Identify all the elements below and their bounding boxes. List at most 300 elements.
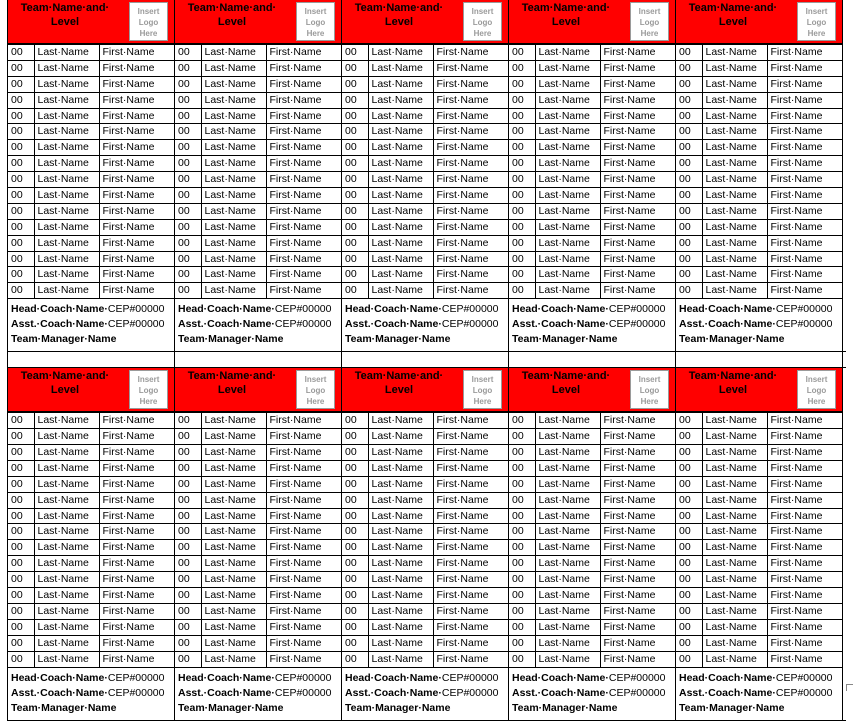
- player-number: 00: [342, 60, 368, 76]
- team-header: [509, 0, 675, 44]
- player-last-name: Last·Name: [201, 508, 266, 524]
- player-first-name: First·Name: [767, 413, 842, 429]
- logo-text: Insert: [304, 7, 327, 16]
- asst-coach-line: [679, 317, 842, 332]
- player-number: 00: [676, 156, 702, 172]
- table-row: [676, 603, 842, 619]
- manager-line: [11, 332, 174, 347]
- head-coach-line: [679, 671, 842, 686]
- asst-coach-cep: CEP#00000: [107, 686, 165, 699]
- table-row: [342, 540, 508, 556]
- player-first-name: First·Name: [99, 651, 174, 667]
- manager-label: Team·Manager·Name: [11, 701, 117, 714]
- player-number: 00: [8, 619, 34, 635]
- asst-coach-line: [679, 686, 842, 701]
- player-first-name: First·Name: [266, 651, 341, 667]
- table-row: [175, 572, 341, 588]
- table-row: [509, 635, 675, 651]
- player-last-name: Last·Name: [368, 124, 433, 140]
- player-first-name: First·Name: [266, 108, 341, 124]
- player-first-name: First·Name: [433, 92, 508, 108]
- player-last-name: Last·Name: [702, 524, 767, 540]
- player-number: 00: [676, 572, 702, 588]
- player-last-name: Last·Name: [34, 540, 99, 556]
- player-number: 00: [8, 508, 34, 524]
- player-number: 00: [175, 556, 201, 572]
- table-row: [676, 413, 842, 429]
- player-number: 00: [175, 429, 201, 445]
- player-last-name: Last·Name: [535, 524, 600, 540]
- logo-text: Here: [473, 29, 492, 38]
- player-last-name: Last·Name: [702, 172, 767, 188]
- player-table: [676, 412, 842, 667]
- manager-label: Team·Manager·Name: [512, 701, 618, 714]
- team-card: [509, 368, 676, 719]
- table-row: [676, 219, 842, 235]
- table-row: [342, 219, 508, 235]
- player-first-name: First·Name: [99, 251, 174, 267]
- table-row: [676, 588, 842, 604]
- player-table: [175, 44, 341, 299]
- player-first-name: First·Name: [99, 283, 174, 299]
- logo-text: Insert: [137, 375, 160, 385]
- player-last-name: Last·Name: [702, 572, 767, 588]
- player-number: 00: [509, 556, 535, 572]
- player-first-name: First·Name: [266, 283, 341, 299]
- player-last-name: Last·Name: [201, 235, 266, 251]
- player-first-name: First·Name: [99, 492, 174, 508]
- player-table: [175, 412, 341, 667]
- table-row: [8, 124, 174, 140]
- player-last-name: Last·Name: [201, 603, 266, 619]
- player-last-name: Last·Name: [34, 92, 99, 108]
- player-last-name: Last·Name: [201, 556, 266, 572]
- player-first-name: First·Name: [767, 188, 842, 204]
- player-first-name: First·Name: [600, 619, 675, 635]
- player-number: 00: [676, 60, 702, 76]
- player-last-name: Last·Name: [702, 45, 767, 61]
- player-first-name: First·Name: [433, 603, 508, 619]
- table-row: [509, 603, 675, 619]
- player-number: 00: [175, 413, 201, 429]
- player-number: 00: [676, 188, 702, 204]
- table-row: [342, 60, 508, 76]
- logo-text: Here: [807, 397, 826, 407]
- table-row: [8, 540, 174, 556]
- player-first-name: First·Name: [433, 60, 508, 76]
- table-row: [342, 45, 508, 61]
- player-last-name: Last·Name: [535, 429, 600, 445]
- player-last-name: Last·Name: [34, 251, 99, 267]
- manager-label: Team·Manager·Name: [679, 333, 785, 346]
- player-number: 00: [676, 619, 702, 635]
- table-row: [676, 635, 842, 651]
- player-first-name: First·Name: [99, 460, 174, 476]
- player-last-name: Last·Name: [535, 124, 600, 140]
- table-row: [8, 219, 174, 235]
- player-number: 00: [8, 445, 34, 461]
- table-row: [175, 556, 341, 572]
- card-band: [7, 368, 846, 720]
- player-number: 00: [8, 172, 34, 188]
- player-first-name: First·Name: [433, 188, 508, 204]
- player-last-name: Last·Name: [535, 476, 600, 492]
- player-table: [676, 44, 842, 299]
- player-last-name: Last·Name: [201, 219, 266, 235]
- table-row: [342, 235, 508, 251]
- table-row: [342, 492, 508, 508]
- player-number: 00: [509, 540, 535, 556]
- table-row: [8, 476, 174, 492]
- player-number: 00: [509, 524, 535, 540]
- player-first-name: First·Name: [99, 588, 174, 604]
- table-row: [8, 235, 174, 251]
- player-first-name: First·Name: [266, 445, 341, 461]
- table-row: [342, 203, 508, 219]
- head-coach-label: Head·Coach·Name·: [679, 303, 776, 316]
- head-coach-line: [512, 302, 675, 317]
- player-last-name: Last·Name: [368, 524, 433, 540]
- player-last-name: Last·Name: [702, 124, 767, 140]
- player-last-name: Last·Name: [702, 540, 767, 556]
- player-first-name: First·Name: [433, 140, 508, 156]
- player-number: 00: [175, 492, 201, 508]
- asst-coach-line: [178, 686, 341, 701]
- player-number: 00: [676, 556, 702, 572]
- table-row: [509, 508, 675, 524]
- player-number: 00: [8, 413, 34, 429]
- player-last-name: Last·Name: [201, 92, 266, 108]
- player-first-name: First·Name: [767, 60, 842, 76]
- player-first-name: First·Name: [433, 588, 508, 604]
- team-header: [175, 0, 341, 44]
- table-row: [8, 188, 174, 204]
- table-row: [175, 603, 341, 619]
- player-last-name: Last·Name: [702, 492, 767, 508]
- table-row: [342, 603, 508, 619]
- player-first-name: First·Name: [99, 172, 174, 188]
- player-first-name: First·Name: [99, 429, 174, 445]
- logo-placeholder: [797, 2, 836, 41]
- player-first-name: First·Name: [600, 524, 675, 540]
- player-number: 00: [8, 429, 34, 445]
- player-number: 00: [342, 251, 368, 267]
- player-last-name: Last·Name: [201, 156, 266, 172]
- player-first-name: First·Name: [767, 651, 842, 667]
- player-first-name: First·Name: [600, 267, 675, 283]
- asst-coach-line: [11, 686, 174, 701]
- player-number: 00: [342, 588, 368, 604]
- player-number: 00: [8, 603, 34, 619]
- player-last-name: Last·Name: [368, 508, 433, 524]
- logo-placeholder: [129, 370, 168, 409]
- player-first-name: First·Name: [600, 124, 675, 140]
- player-last-name: Last·Name: [368, 140, 433, 156]
- player-number: 00: [175, 235, 201, 251]
- player-number: 00: [342, 429, 368, 445]
- table-row: [342, 140, 508, 156]
- player-last-name: Last·Name: [34, 156, 99, 172]
- player-first-name: First·Name: [767, 92, 842, 108]
- table-row: [509, 524, 675, 540]
- logo-text: Here: [640, 29, 659, 38]
- page-corner-mark: [846, 684, 853, 691]
- player-first-name: First·Name: [600, 540, 675, 556]
- table-row: [175, 651, 341, 667]
- player-number: 00: [175, 619, 201, 635]
- player-last-name: Last·Name: [34, 619, 99, 635]
- head-coach-label: Head·Coach·Name·: [345, 303, 442, 316]
- table-row: [342, 283, 508, 299]
- logo-text: Here: [306, 29, 325, 38]
- player-last-name: Last·Name: [368, 45, 433, 61]
- logo-placeholder: [630, 370, 669, 409]
- player-number: 00: [342, 235, 368, 251]
- team-card: [175, 368, 342, 719]
- player-number: 00: [8, 635, 34, 651]
- table-row: [8, 283, 174, 299]
- table-row: [175, 588, 341, 604]
- player-number: 00: [8, 588, 34, 604]
- player-first-name: First·Name: [433, 445, 508, 461]
- player-first-name: First·Name: [266, 172, 341, 188]
- table-row: [342, 619, 508, 635]
- asst-coach-cep: CEP#00000: [775, 686, 833, 699]
- player-last-name: Last·Name: [535, 556, 600, 572]
- player-first-name: First·Name: [767, 429, 842, 445]
- player-number: 00: [342, 445, 368, 461]
- logo-text: Here: [139, 397, 158, 407]
- player-last-name: Last·Name: [201, 445, 266, 461]
- table-row: [175, 508, 341, 524]
- player-first-name: First·Name: [767, 76, 842, 92]
- player-first-name: First·Name: [767, 476, 842, 492]
- table-row: [342, 508, 508, 524]
- table-row: [509, 283, 675, 299]
- player-last-name: Last·Name: [535, 492, 600, 508]
- player-first-name: First·Name: [99, 508, 174, 524]
- player-last-name: Last·Name: [368, 572, 433, 588]
- player-first-name: First·Name: [266, 588, 341, 604]
- table-row: [175, 460, 341, 476]
- player-number: 00: [676, 635, 702, 651]
- player-last-name: Last·Name: [201, 188, 266, 204]
- table-row: [175, 108, 341, 124]
- staff-block: [175, 299, 341, 351]
- table-row: [8, 588, 174, 604]
- manager-label: Team·Manager·Name: [679, 701, 785, 714]
- player-last-name: Last·Name: [368, 267, 433, 283]
- head-coach-cep: CEP#00000: [274, 303, 332, 316]
- player-number: 00: [676, 235, 702, 251]
- player-number: 00: [342, 219, 368, 235]
- table-row: [509, 60, 675, 76]
- staff-block: [342, 668, 508, 720]
- player-number: 00: [509, 460, 535, 476]
- player-last-name: Last·Name: [535, 619, 600, 635]
- staff-block: [342, 299, 508, 351]
- head-coach-cep: CEP#00000: [775, 671, 833, 684]
- player-last-name: Last·Name: [702, 156, 767, 172]
- player-table: [8, 44, 174, 299]
- manager-label: Team·Manager·Name: [345, 333, 451, 346]
- player-last-name: Last·Name: [201, 203, 266, 219]
- player-last-name: Last·Name: [34, 124, 99, 140]
- player-last-name: Last·Name: [535, 156, 600, 172]
- head-coach-cep: CEP#00000: [107, 303, 165, 316]
- player-number: 00: [175, 76, 201, 92]
- player-last-name: Last·Name: [535, 45, 600, 61]
- player-number: 00: [175, 108, 201, 124]
- player-first-name: First·Name: [433, 556, 508, 572]
- player-number: 00: [509, 492, 535, 508]
- player-number: 00: [175, 445, 201, 461]
- staff-block: [676, 668, 842, 720]
- table-row: [8, 92, 174, 108]
- table-row: [8, 492, 174, 508]
- table-row: [175, 60, 341, 76]
- table-row: [509, 492, 675, 508]
- player-number: 00: [342, 556, 368, 572]
- player-number: 00: [509, 124, 535, 140]
- player-number: 00: [8, 524, 34, 540]
- table-row: [509, 429, 675, 445]
- player-first-name: First·Name: [99, 445, 174, 461]
- logo-text: Logo: [472, 18, 493, 27]
- table-row: [342, 445, 508, 461]
- player-first-name: First·Name: [767, 45, 842, 61]
- player-number: 00: [8, 124, 34, 140]
- player-number: 00: [676, 524, 702, 540]
- team-card: [342, 0, 509, 351]
- table-row: [509, 413, 675, 429]
- player-number: 00: [175, 172, 201, 188]
- player-number: 00: [175, 45, 201, 61]
- logo-text: Here: [807, 29, 826, 38]
- player-last-name: Last·Name: [535, 572, 600, 588]
- player-last-name: Last·Name: [34, 524, 99, 540]
- player-first-name: First·Name: [99, 92, 174, 108]
- player-number: 00: [8, 188, 34, 204]
- player-number: 00: [8, 140, 34, 156]
- player-number: 00: [509, 251, 535, 267]
- logo-text: Here: [139, 29, 158, 38]
- player-first-name: First·Name: [600, 492, 675, 508]
- player-first-name: First·Name: [767, 108, 842, 124]
- player-number: 00: [342, 651, 368, 667]
- table-row: [342, 572, 508, 588]
- player-number: 00: [175, 124, 201, 140]
- player-last-name: Last·Name: [702, 635, 767, 651]
- manager-line: [512, 332, 675, 347]
- player-number: 00: [509, 235, 535, 251]
- logo-text: Insert: [471, 375, 494, 385]
- head-coach-label: Head·Coach·Name·: [178, 303, 275, 316]
- asst-coach-label: Asst.·Coach·Name·: [178, 686, 275, 699]
- player-number: 00: [509, 140, 535, 156]
- table-row: [8, 572, 174, 588]
- manager-label: Team·Manager·Name: [178, 701, 284, 714]
- player-first-name: First·Name: [600, 445, 675, 461]
- table-row: [342, 156, 508, 172]
- player-first-name: First·Name: [99, 267, 174, 283]
- logo-text: Insert: [304, 375, 327, 385]
- asst-coach-line: [178, 317, 341, 332]
- team-name-level: Team·Name·and· Level: [187, 370, 277, 397]
- player-number: 00: [342, 283, 368, 299]
- player-first-name: First·Name: [99, 635, 174, 651]
- table-row: [175, 45, 341, 61]
- player-first-name: First·Name: [767, 283, 842, 299]
- player-first-name: First·Name: [433, 219, 508, 235]
- table-row: [175, 235, 341, 251]
- player-first-name: First·Name: [99, 203, 174, 219]
- table-row: [676, 651, 842, 667]
- table-row: [8, 156, 174, 172]
- player-number: 00: [509, 619, 535, 635]
- player-last-name: Last·Name: [34, 508, 99, 524]
- player-first-name: First·Name: [600, 108, 675, 124]
- player-last-name: Last·Name: [368, 445, 433, 461]
- player-number: 00: [8, 460, 34, 476]
- table-row: [509, 445, 675, 461]
- player-last-name: Last·Name: [201, 476, 266, 492]
- head-coach-line: [178, 671, 341, 686]
- player-last-name: Last·Name: [201, 460, 266, 476]
- player-number: 00: [676, 108, 702, 124]
- player-last-name: Last·Name: [201, 267, 266, 283]
- player-first-name: First·Name: [266, 635, 341, 651]
- team-card: [676, 0, 843, 351]
- logo-placeholder: [797, 370, 836, 409]
- player-number: 00: [676, 76, 702, 92]
- table-row: [175, 219, 341, 235]
- table-row: [676, 460, 842, 476]
- asst-coach-label: Asst.·Coach·Name·: [11, 318, 108, 331]
- head-coach-cep: CEP#00000: [107, 671, 165, 684]
- player-first-name: First·Name: [600, 156, 675, 172]
- table-row: [509, 588, 675, 604]
- table-row: [8, 508, 174, 524]
- table-row: [509, 124, 675, 140]
- table-row: [175, 92, 341, 108]
- player-first-name: First·Name: [433, 651, 508, 667]
- table-row: [8, 108, 174, 124]
- team-name-level: Team·Name·and· Level: [688, 370, 778, 397]
- player-last-name: Last·Name: [535, 635, 600, 651]
- logo-text: Insert: [638, 375, 661, 385]
- player-last-name: Last·Name: [535, 588, 600, 604]
- manager-line: [679, 332, 842, 347]
- table-row: [676, 267, 842, 283]
- player-number: 00: [175, 156, 201, 172]
- player-number: 00: [342, 108, 368, 124]
- player-first-name: First·Name: [433, 172, 508, 188]
- player-last-name: Last·Name: [201, 76, 266, 92]
- table-row: [342, 460, 508, 476]
- player-first-name: First·Name: [266, 235, 341, 251]
- player-last-name: Last·Name: [368, 219, 433, 235]
- player-first-name: First·Name: [600, 556, 675, 572]
- table-row: [676, 156, 842, 172]
- player-last-name: Last·Name: [201, 60, 266, 76]
- player-first-name: First·Name: [99, 524, 174, 540]
- logo-placeholder: [630, 2, 669, 41]
- player-first-name: First·Name: [767, 619, 842, 635]
- player-first-name: First·Name: [600, 203, 675, 219]
- asst-coach-line: [345, 686, 508, 701]
- manager-label: Team·Manager·Name: [512, 333, 618, 346]
